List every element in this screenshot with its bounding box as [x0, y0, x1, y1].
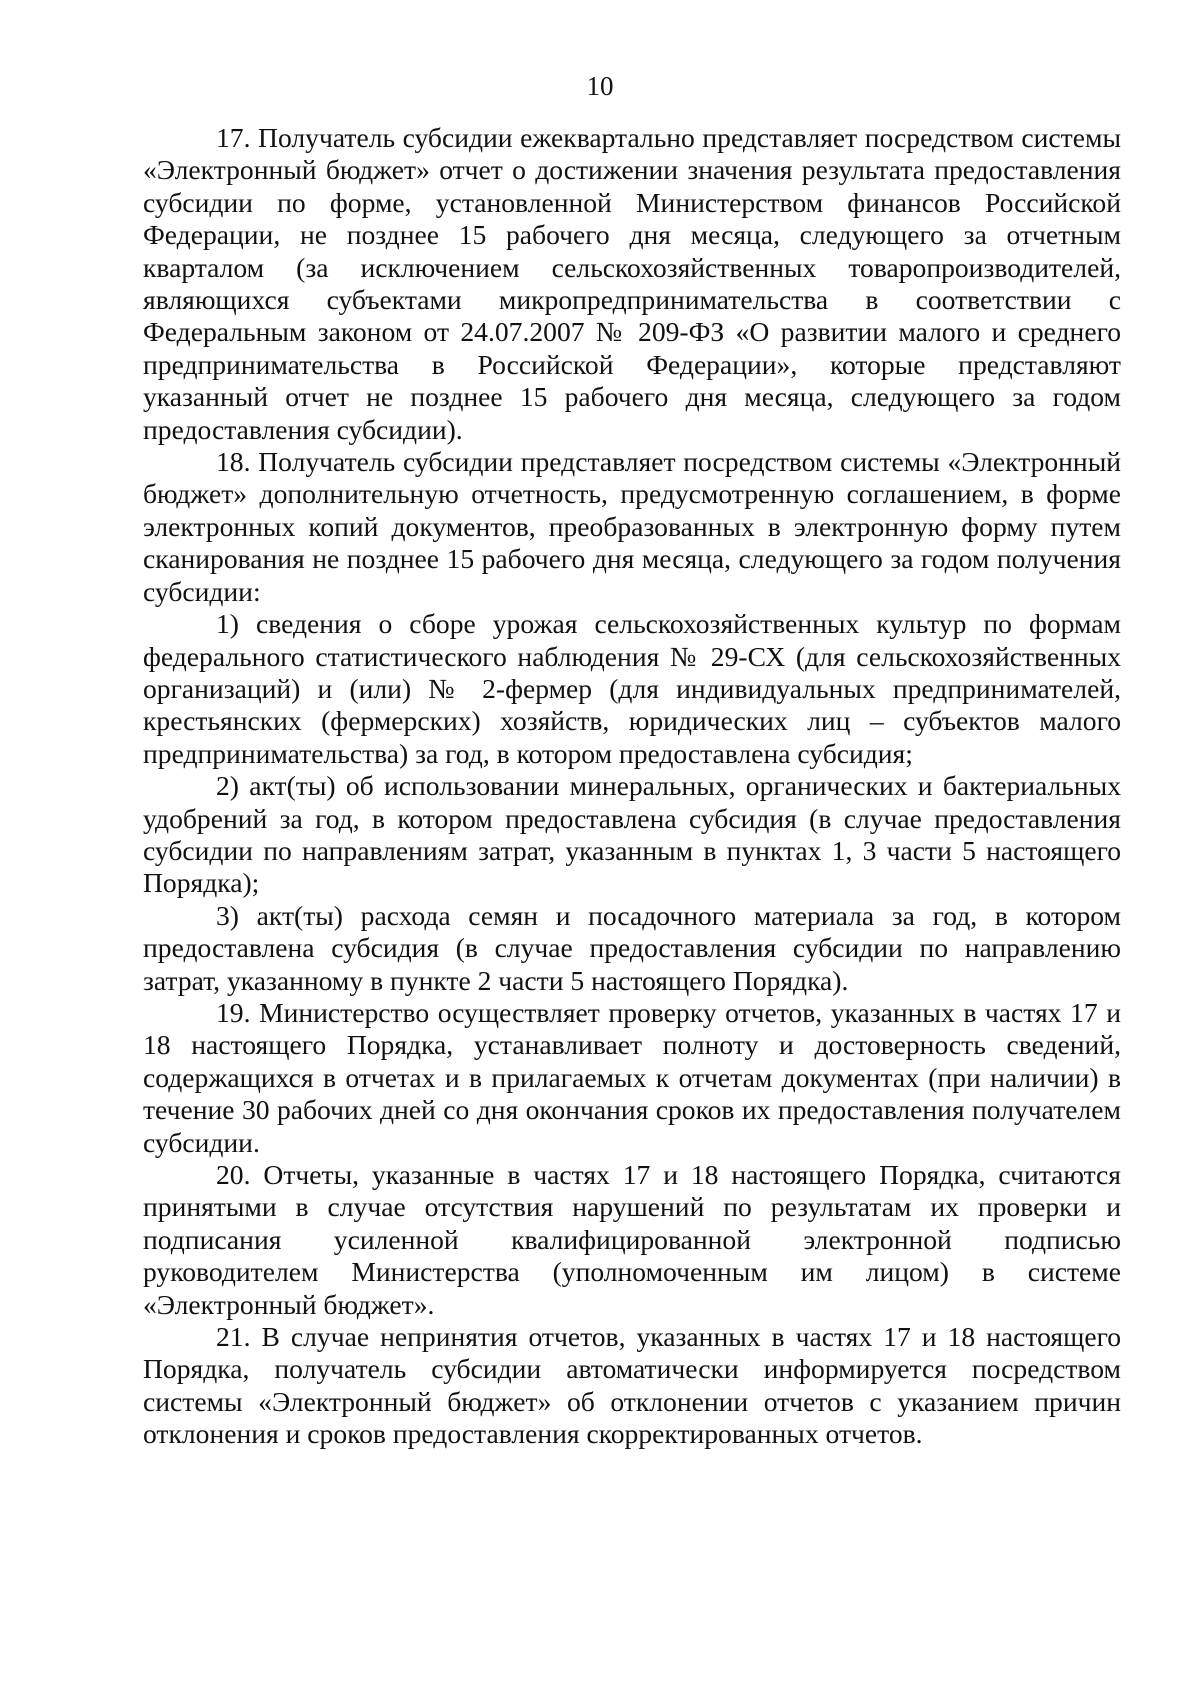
paragraph-20: 20. Отчеты, указанные в частях 17 и 18 настоящего Порядка, считаются принятыми в случае отсутствия нарушений по результатам их проверки и подписания усиленной квалифицированной электронной подписью руководителем Министерства (уполномоченным им лицом) в системе «Электронный бюджет».: [143, 1159, 1121, 1320]
document-body: [143, 122, 1121, 1451]
paragraph-18: 18. Получатель субсидии представляет посредством системы «Электронный бюджет» дополнительную отчетность, предусмотренную соглашением, в форме электронных копий документов, преобразованных в электронную форму путем сканирования не позднее 15 рабочего дня месяца, следующего за годом получения субсидии:: [143, 446, 1121, 607]
paragraph-17: 17. Получатель субсидии ежеквартально представляет посредством системы «Электронный бюджет» отчет о достижении значения результата предоставления субсидии по форме, установленной Министерством финансов Российской Федерации, не позднее 15 рабочего дня месяца, следующего за отчетным кварталом (за исключением сельскохозяйственных товаропроизводителей, являющихся субъектами микропредпринимательства в соответствии с Федеральным законом от 24.07.2007 № 209-ФЗ «О развитии малого и среднего предпринимательства в Российской Федерации», которые представляют указанный отчет не позднее 15 рабочего дня месяца, следующего за годом предоставления субсидии).: [143, 122, 1121, 445]
page-number: 10: [586, 71, 614, 101]
paragraph-19: 19. Министерство осуществляет проверку отчетов, указанных в частях 17 и 18 настоящего Порядка, устанавливает полноту и достоверность сведений, содержащихся в отчетах и в прилагаемых к отчетам документах (при наличии) в течение 30 рабочих дней со дня окончания сроков их предоставления получателем субсидии.: [143, 996, 1121, 1158]
paragraph-18-item-1: 1) сведения о сборе урожая сельскохозяйственных культур по формам федерального статистического наблюдения № 29-СХ (для сельскохозяйственных организаций) и (или) № 2-фермер (для индивидуальных предпринимателей, крестьянских (фермерских) хозяйств, юридических лиц – субъектов малого предпринимательства) за год, в котором предоставлена субсидия;: [143, 608, 1121, 769]
paragraph-18-item-2: 2) акт(ты) об использовании минеральных, органических и бактериальных удобрений за год, в котором предоставлена субсидия (в случае предоставления субсидии по направлениям затрат, указанным в пунктах 1, 3 части 5 настоящего Порядка);: [143, 770, 1121, 899]
paragraph-21: 21. В случае непринятия отчетов, указанных в частях 17 и 18 настоящего Порядка, получатель субсидии автоматически информируется посредством системы «Электронный бюджет» об отклонении отчетов с указанием причин отклонения и сроков предоставления скорректированных отчетов.: [143, 1321, 1121, 1450]
paragraph-18-item-3: 3) акт(ты) расхода семян и посадочного материала за год, в котором предоставлена субсидия (в случае предоставления субсидии по направлению затрат, указанному в пункте 2 части 5 настоящего Порядка).: [143, 899, 1121, 996]
